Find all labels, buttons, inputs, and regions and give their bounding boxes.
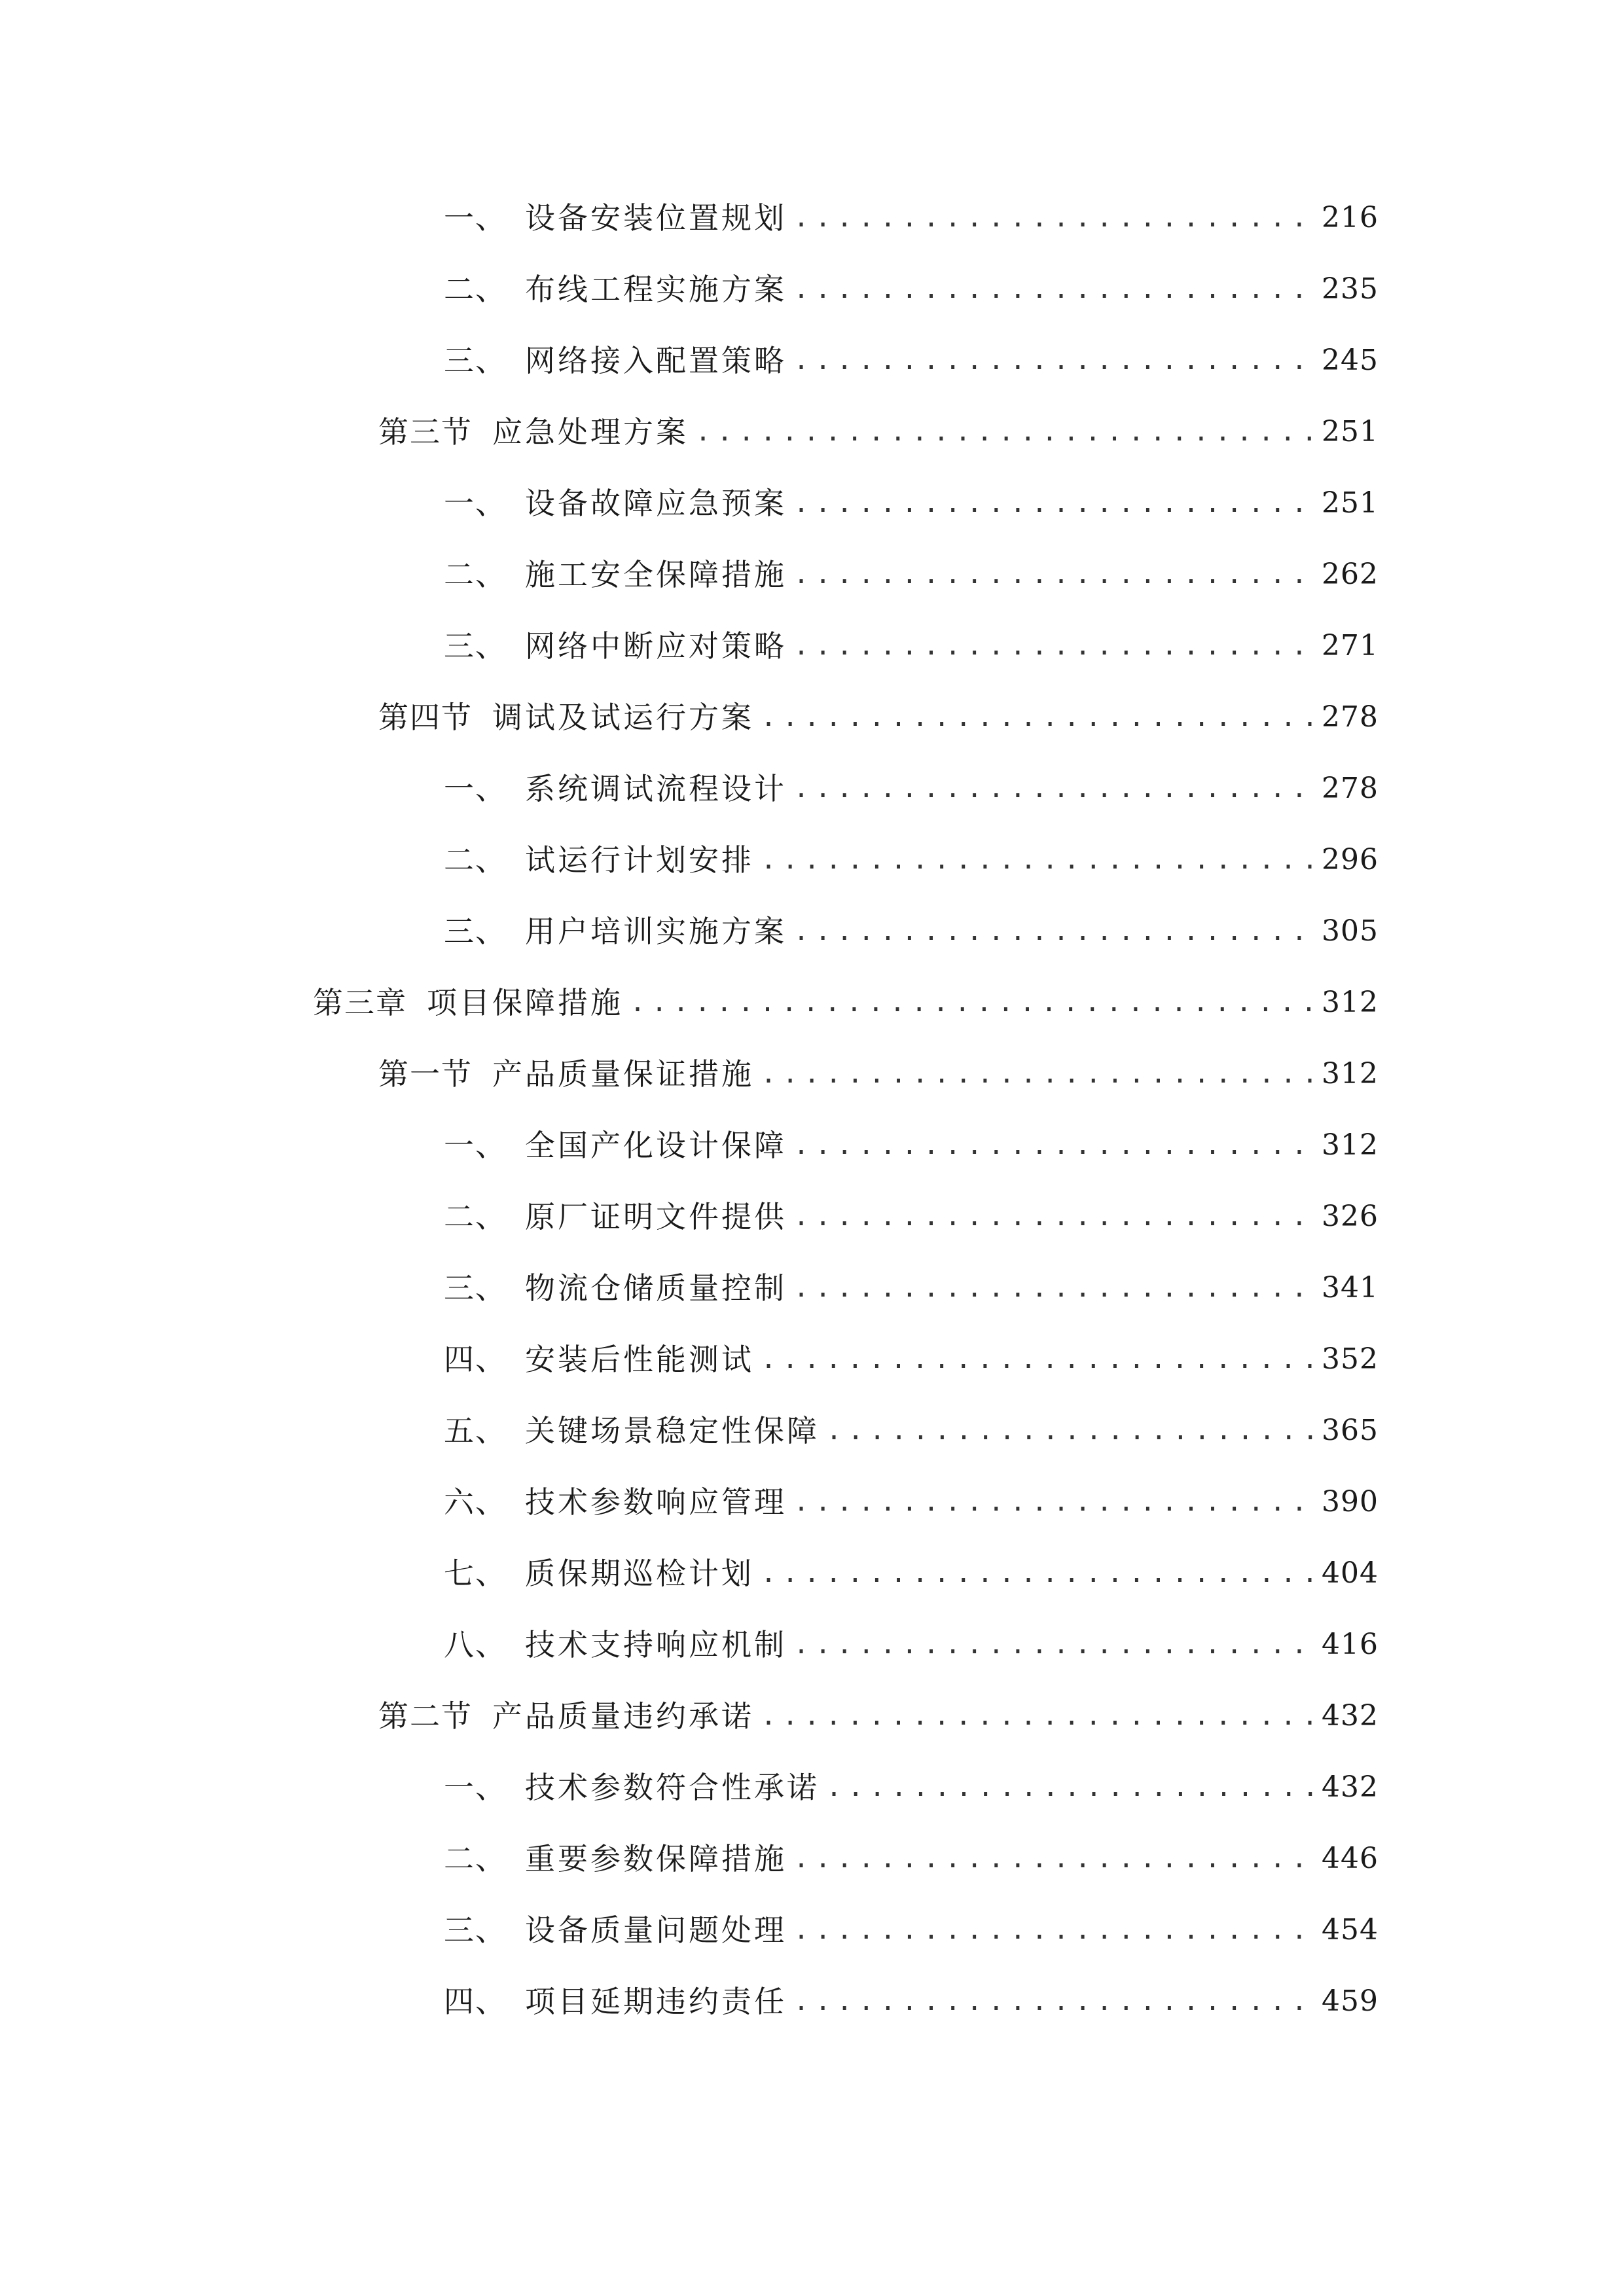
toc-entry-number: 二、: [444, 842, 507, 878]
toc-page-number: 459: [1322, 1984, 1379, 2018]
toc-entry-number: 七、: [444, 1556, 507, 1591]
toc-page-number: 245: [1322, 344, 1379, 377]
toc-dot-leader: [695, 406, 1312, 458]
toc-dot-leader: [761, 1048, 1312, 1100]
toc-entry-title: 系统调试流程设计: [525, 771, 787, 806]
toc-entry-number: 五、: [444, 1413, 507, 1448]
toc-entry-title: 物流仓储质量控制: [525, 1270, 787, 1306]
toc-dot-leader: [761, 691, 1312, 744]
toc-entry-title: 布线工程实施方案: [525, 272, 787, 307]
toc-entry[interactable]: [444, 263, 1379, 315]
toc-entry-number: 四、: [444, 1342, 507, 1377]
toc-dot-leader: [761, 1547, 1312, 1600]
toc-page-number: 216: [1322, 201, 1379, 234]
toc-entry-title: 产品质量保证措施: [492, 1056, 754, 1092]
toc-page-number: 251: [1322, 486, 1379, 520]
toc-entry-title: 技术支持响应机制: [525, 1627, 787, 1662]
toc-entry-number: 八、: [444, 1627, 507, 1662]
toc-page-number: 390: [1322, 1485, 1379, 1518]
toc-dot-leader: [793, 1262, 1312, 1314]
toc-dot-leader: [761, 834, 1312, 886]
toc-dot-leader: [761, 1333, 1312, 1386]
toc-entry[interactable]: [444, 1619, 1379, 1671]
toc-dot-leader: [793, 263, 1312, 315]
toc-entry-title: 技术参数符合性承诺: [525, 1770, 820, 1805]
toc-dot-leader: [793, 1904, 1312, 1956]
toc-entry-number: 一、: [444, 1770, 507, 1805]
toc-entry-title: 全国产化设计保障: [525, 1128, 787, 1163]
toc-entry[interactable]: [444, 1119, 1379, 1172]
toc-entry-title: 项目延期违约责任: [525, 1984, 787, 2019]
toc-entry-title: 试运行计划安排: [525, 842, 754, 878]
toc-entry[interactable]: [444, 905, 1379, 958]
toc-entry-title: 重要参数保障措施: [525, 1841, 787, 1876]
toc-entry[interactable]: [444, 1761, 1379, 1814]
toc-entry-number: 第一节: [378, 1056, 473, 1092]
toc-entry[interactable]: [444, 192, 1379, 244]
toc-page-number: 312: [1322, 986, 1379, 1019]
toc-entry-number: 二、: [444, 272, 507, 307]
toc-page-number: 278: [1322, 700, 1379, 734]
toc-entry[interactable]: [444, 1333, 1379, 1386]
toc-page-number: 251: [1322, 415, 1379, 448]
toc-dot-leader: [630, 977, 1312, 1029]
toc-page-number: 352: [1322, 1342, 1379, 1376]
toc-entry[interactable]: [444, 334, 1379, 387]
toc-entry-number: 一、: [444, 486, 507, 521]
toc-page-number: 341: [1322, 1271, 1379, 1304]
toc-entry-title: 安装后性能测试: [525, 1342, 754, 1377]
toc-page-number: 446: [1322, 1842, 1379, 1875]
toc-dot-leader: [826, 1405, 1312, 1457]
toc-entry-title: 网络接入配置策略: [525, 343, 787, 378]
toc-entry[interactable]: [378, 406, 1379, 458]
toc-entry-number: 一、: [444, 1128, 507, 1163]
toc-entry[interactable]: [313, 977, 1379, 1029]
toc-dot-leader: [793, 477, 1312, 529]
toc-page-number: 432: [1322, 1770, 1379, 1804]
toc-entry[interactable]: [444, 548, 1379, 601]
toc-entry[interactable]: [444, 1262, 1379, 1314]
toc-entry[interactable]: [444, 1904, 1379, 1956]
toc-dot-leader: [793, 334, 1312, 387]
toc-entry-number: 第三章: [313, 985, 407, 1020]
toc-entry[interactable]: [444, 1476, 1379, 1528]
toc-dot-leader: [793, 1119, 1312, 1172]
toc-entry[interactable]: [444, 1833, 1379, 1885]
toc-entry[interactable]: [444, 477, 1379, 529]
toc-entry-number: 六、: [444, 1484, 507, 1520]
toc-dot-leader: [793, 548, 1312, 601]
toc-dot-leader: [793, 905, 1312, 958]
toc-page-number: 454: [1322, 1913, 1379, 1946]
toc-page-number: 262: [1322, 558, 1379, 591]
toc-entry-number: 二、: [444, 557, 507, 592]
toc-dot-leader: [793, 1191, 1312, 1243]
toc-page-number: 296: [1322, 843, 1379, 876]
toc-page-number: 326: [1322, 1200, 1379, 1233]
toc-dot-leader: [793, 620, 1312, 672]
toc-entry[interactable]: [378, 1048, 1379, 1100]
toc-entry-number: 第四节: [378, 700, 473, 735]
toc-entry-number: 三、: [444, 1270, 507, 1306]
toc-dot-leader: [761, 1690, 1312, 1742]
toc-entry[interactable]: [378, 691, 1379, 744]
toc-entry[interactable]: [444, 620, 1379, 672]
toc-dot-leader: [793, 1476, 1312, 1528]
toc-entry-number: 二、: [444, 1841, 507, 1876]
toc-page-number: 312: [1322, 1057, 1379, 1090]
toc-entry-title: 施工安全保障措施: [525, 557, 787, 592]
toc-dot-leader: [826, 1761, 1312, 1814]
toc-entry-number: 二、: [444, 1199, 507, 1234]
toc-entry-number: 三、: [444, 914, 507, 949]
toc-entry-title: 用户培训实施方案: [525, 914, 787, 949]
toc-entry[interactable]: [444, 834, 1379, 886]
toc-entry-number: 三、: [444, 343, 507, 378]
toc-entry-number: 四、: [444, 1984, 507, 2019]
toc-entry[interactable]: [378, 1690, 1379, 1742]
toc-entry-number: 第三节: [378, 414, 473, 450]
toc-page-number: 278: [1322, 772, 1379, 805]
toc-page-number: 404: [1322, 1556, 1379, 1590]
toc-dot-leader: [793, 192, 1312, 244]
toc-page-number: 365: [1322, 1414, 1379, 1447]
toc-page-number: 235: [1322, 272, 1379, 306]
toc-entry[interactable]: [444, 762, 1379, 815]
toc-entry-title: 关键场景稳定性保障: [525, 1413, 820, 1448]
toc-entry[interactable]: [444, 1975, 1379, 2028]
toc-entry-number: 一、: [444, 771, 507, 806]
toc-entry-title: 应急处理方案: [492, 414, 689, 450]
toc-entry-number: 一、: [444, 200, 507, 236]
toc-page-number: 416: [1322, 1628, 1379, 1661]
toc-dot-leader: [793, 762, 1312, 815]
toc-entry-title: 产品质量违约承诺: [492, 1698, 754, 1734]
toc-entry-title: 设备安装位置规划: [525, 200, 787, 236]
toc-dot-leader: [793, 1833, 1312, 1885]
toc-entry-title: 质保期巡检计划: [525, 1556, 754, 1591]
toc-entry[interactable]: [444, 1547, 1379, 1600]
toc-entry[interactable]: [444, 1405, 1379, 1457]
toc-entry-number: 三、: [444, 1912, 507, 1948]
toc-page-number: 432: [1322, 1699, 1379, 1732]
toc-entry[interactable]: [444, 1191, 1379, 1243]
toc-entry-title: 设备质量问题处理: [525, 1912, 787, 1948]
toc-entry-title: 设备故障应急预案: [525, 486, 787, 521]
toc-entry-title: 网络中断应对策略: [525, 628, 787, 664]
toc-page-number: 271: [1322, 629, 1379, 662]
toc-entry-title: 原厂证明文件提供: [525, 1199, 787, 1234]
toc-entry-number: 三、: [444, 628, 507, 664]
toc-dot-leader: [793, 1619, 1312, 1671]
toc-dot-leader: [793, 1975, 1312, 2028]
toc-entry-title: 调试及试运行方案: [492, 700, 754, 735]
toc-page-number: 312: [1322, 1128, 1379, 1162]
toc-entry-title: 项目保障措施: [427, 985, 623, 1020]
toc-page-number: 305: [1322, 914, 1379, 948]
toc-entry-number: 第二节: [378, 1698, 473, 1734]
toc-entry-title: 技术参数响应管理: [525, 1484, 787, 1520]
